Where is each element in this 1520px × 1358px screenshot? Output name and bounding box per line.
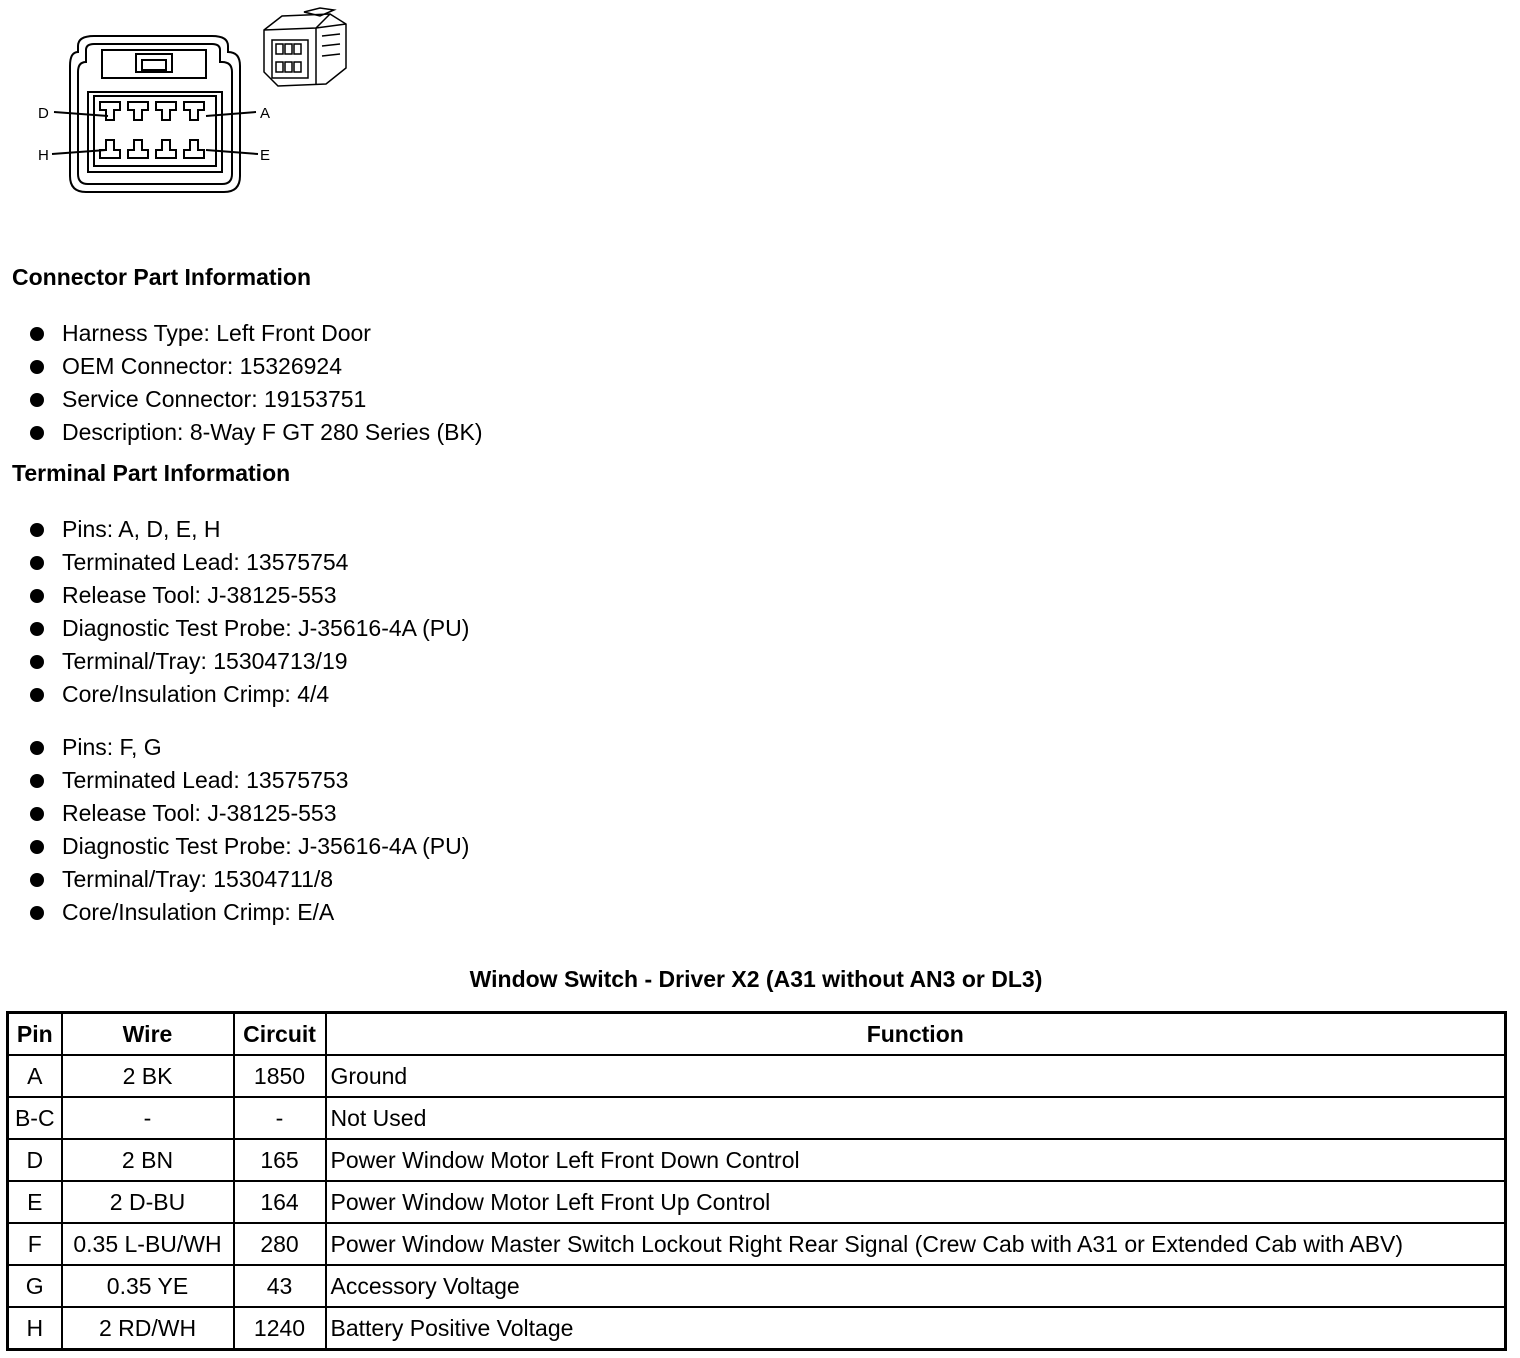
list-item: Terminated Lead: 13575754 bbox=[0, 546, 469, 579]
bullet-icon bbox=[30, 655, 44, 669]
list-item: Terminated Lead: 13575753 bbox=[0, 764, 469, 797]
cell-pin: F bbox=[8, 1223, 62, 1265]
cell-function: Battery Positive Voltage bbox=[326, 1307, 1506, 1350]
bullet-icon bbox=[30, 393, 44, 407]
cell-function: Power Window Motor Left Front Up Control bbox=[326, 1181, 1506, 1223]
cell-pin: H bbox=[8, 1307, 62, 1350]
cell-pin: E bbox=[8, 1181, 62, 1223]
table-row bbox=[8, 1055, 1506, 1097]
list-item: Diagnostic Test Probe: J-35616-4A (PU) bbox=[0, 612, 469, 645]
bullet-icon bbox=[30, 741, 44, 755]
cell-function: Power Window Motor Left Front Down Control bbox=[326, 1139, 1506, 1181]
bullet-icon bbox=[30, 589, 44, 603]
connector-part-information-heading: Connector Part Information bbox=[12, 264, 312, 290]
list-item: Release Tool: J-38125-553 bbox=[0, 797, 469, 830]
table-row bbox=[8, 1265, 1506, 1307]
cell-circuit: - bbox=[234, 1097, 326, 1139]
connector-face-diagram bbox=[20, 6, 380, 202]
list-item: OEM Connector: 15326924 bbox=[0, 350, 483, 383]
cell-pin: A bbox=[8, 1055, 62, 1097]
cell-wire: - bbox=[62, 1097, 234, 1139]
bullet-icon bbox=[30, 360, 44, 374]
table-title: Window Switch - Driver X2 (A31 without AN3 or DL3) bbox=[469, 966, 1043, 992]
bullet-icon bbox=[30, 906, 44, 920]
list-item: Terminal/Tray: 15304713/19 bbox=[0, 645, 469, 678]
cell-function: Not Used bbox=[326, 1097, 1506, 1139]
list-item: Diagnostic Test Probe: J-35616-4A (PU) bbox=[0, 830, 469, 863]
bullet-icon bbox=[30, 688, 44, 702]
bullet-icon bbox=[30, 523, 44, 537]
cell-wire: 0.35 L-BU/WH bbox=[62, 1223, 234, 1265]
bullet-icon bbox=[30, 556, 44, 570]
pin-label-a: A bbox=[260, 105, 271, 122]
pin-label-d: D bbox=[38, 105, 49, 122]
list-item: Core/Insulation Crimp: E/A bbox=[0, 896, 469, 929]
cell-circuit: 280 bbox=[234, 1223, 326, 1265]
cell-function: Accessory Voltage bbox=[326, 1265, 1506, 1307]
header-wire: Wire bbox=[62, 1013, 234, 1056]
cell-wire: 2 BK bbox=[62, 1055, 234, 1097]
cell-pin: B-C bbox=[8, 1097, 62, 1139]
cell-circuit: 1850 bbox=[234, 1055, 326, 1097]
pinout-table bbox=[6, 1011, 1507, 1351]
list-item: Service Connector: 19153751 bbox=[0, 383, 483, 416]
list-item: Terminal/Tray: 15304711/8 bbox=[0, 863, 469, 896]
terminal-part-information-heading: Terminal Part Information bbox=[12, 460, 291, 486]
cell-wire: 2 D-BU bbox=[62, 1181, 234, 1223]
terminal-group-1-list bbox=[0, 513, 469, 711]
pin-label-e: E bbox=[260, 147, 271, 164]
cell-wire: 2 RD/WH bbox=[62, 1307, 234, 1350]
cell-circuit: 1240 bbox=[234, 1307, 326, 1350]
bullet-icon bbox=[30, 327, 44, 341]
list-item: Pins: F, G bbox=[0, 731, 469, 764]
bullet-icon bbox=[30, 426, 44, 440]
connector-part-list bbox=[0, 317, 483, 449]
cell-wire: 2 BN bbox=[62, 1139, 234, 1181]
cell-circuit: 43 bbox=[234, 1265, 326, 1307]
connector-3d-icon bbox=[264, 8, 346, 86]
list-item: Pins: A, D, E, H bbox=[0, 513, 469, 546]
list-item: Release Tool: J-38125-553 bbox=[0, 579, 469, 612]
header-pin: Pin bbox=[8, 1013, 62, 1056]
bullet-icon bbox=[30, 840, 44, 854]
bullet-icon bbox=[30, 873, 44, 887]
list-item: Harness Type: Left Front Door bbox=[0, 317, 483, 350]
cell-circuit: 164 bbox=[234, 1181, 326, 1223]
cell-function: Power Window Master Switch Lockout Right Rear Signal (Crew Cab with A31 or Extended Cab with ABV) bbox=[326, 1223, 1506, 1265]
table-row bbox=[8, 1307, 1506, 1350]
pin-label-h: H bbox=[38, 147, 49, 164]
table-header-row bbox=[8, 1013, 1506, 1056]
list-item: Core/Insulation Crimp: 4/4 bbox=[0, 678, 469, 711]
header-circuit: Circuit bbox=[234, 1013, 326, 1056]
table-row bbox=[8, 1139, 1506, 1181]
cell-pin: D bbox=[8, 1139, 62, 1181]
cell-pin: G bbox=[8, 1265, 62, 1307]
cell-circuit: 165 bbox=[234, 1139, 326, 1181]
table-row bbox=[8, 1223, 1506, 1265]
table-row bbox=[8, 1181, 1506, 1223]
table-row bbox=[8, 1097, 1506, 1139]
bullet-icon bbox=[30, 807, 44, 821]
bullet-icon bbox=[30, 622, 44, 636]
bullet-icon bbox=[30, 774, 44, 788]
cell-wire: 0.35 YE bbox=[62, 1265, 234, 1307]
terminal-group-2-list bbox=[0, 731, 469, 929]
header-function: Function bbox=[326, 1013, 1506, 1056]
list-item: Description: 8-Way F GT 280 Series (BK) bbox=[0, 416, 483, 449]
cell-function: Ground bbox=[326, 1055, 1506, 1097]
